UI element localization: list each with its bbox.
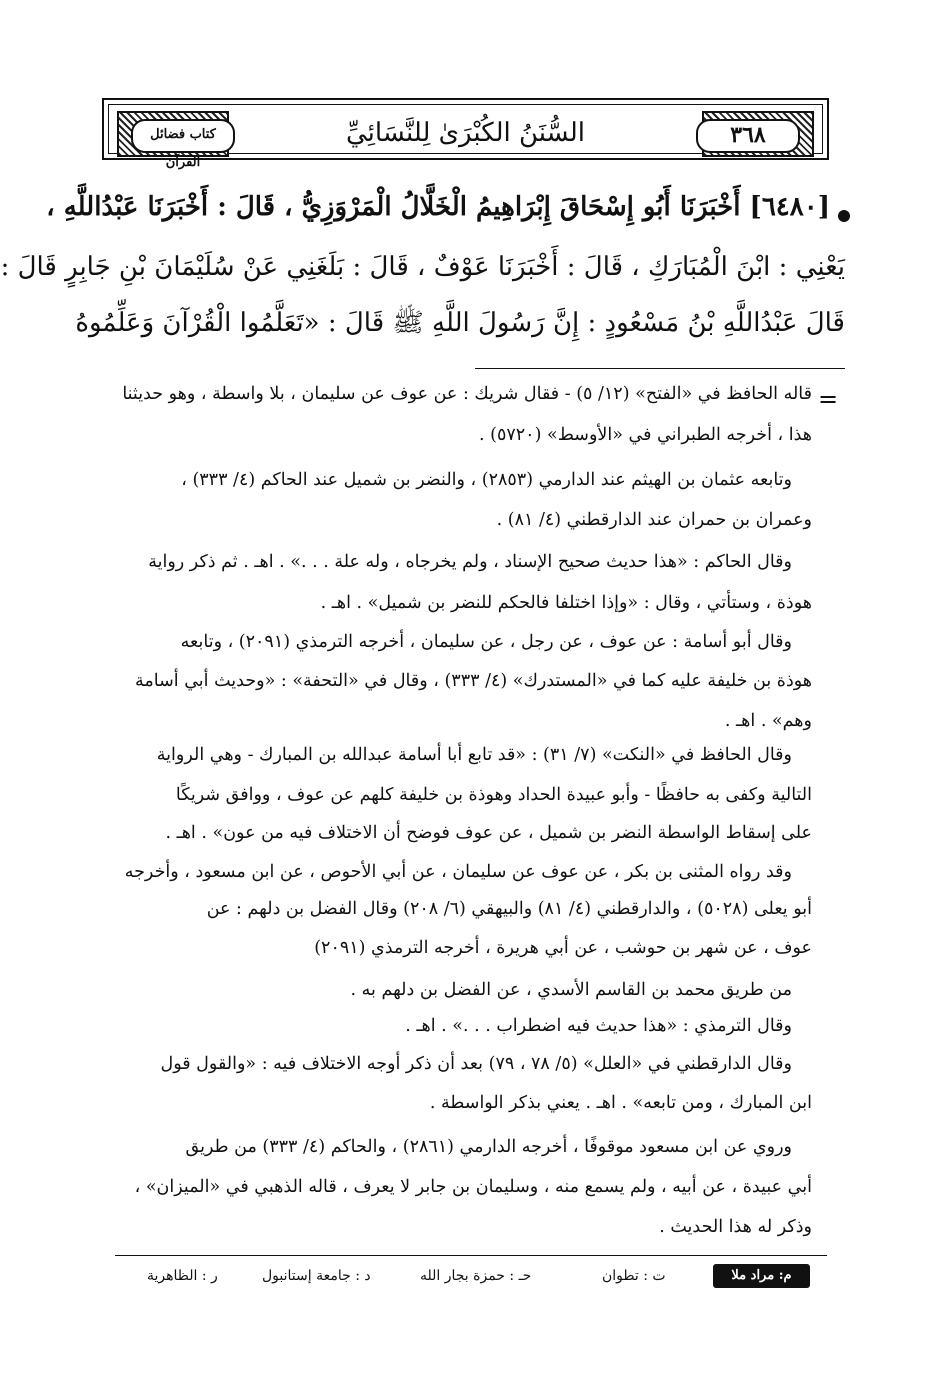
footnote-line: هوذة ، وستأتي ، وقال : «وإذا اختلفا فالحكم للنضر بن شميل» . اهـ . — [320, 593, 812, 613]
footnote-line: وروي عن ابن مسعود موقوفًا ، أخرجه الدارمي (٢٨٦١) ، والحاكم (٤/ ٣٣٣) من طريق — [185, 1137, 792, 1157]
main-text-line-3: قَالَ عَبْدُاللَّهِ بْنُ مَسْعُودٍ : إِنَّ رَسُولَ اللَّهِ ﷺ قَالَ : «تَعَلَّمُوا الْقُرْآنَ وَعَلِّمُوهُ — [75, 308, 845, 338]
footer-manuscript-r: ر : الظاهرية — [147, 1268, 218, 1284]
page-number: ٣٦٨ — [696, 119, 800, 153]
chapter-badge: كتاب فضائل القرآن — [131, 119, 235, 153]
footer-manuscript-d: د : جامعة إستانبول — [262, 1268, 371, 1284]
footnote-line: من طريق محمد بن القاسم الأسدي ، عن الفضل بن دلهم به . — [350, 980, 792, 1000]
footer-manuscript-badge: م: مراد ملا — [713, 1264, 810, 1288]
bullet-icon — [838, 210, 850, 222]
main-text-line-1: [٦٤٨٠] أَخْبَرَنَا أَبُو إِسْحَاقَ إِبْرَاهِيمُ الْخَلَّالُ الْمَرْوَزِيُّ ، قَالَ : أَخْبَرَنَا عَبْدُاللَّهِ ، — [46, 192, 830, 222]
header-ornament-right — [702, 111, 814, 157]
footnote-line: وقال أبو أسامة : عن عوف ، عن رجل ، عن سليمان ، أخرجه الترمذي (٢٠٩١) ، وتابعه — [180, 632, 792, 652]
footnote-line: أبو يعلى (٥٠٢٨) ، والدارقطني (٤/ ٨١) والبيهقي (٦/ ٢٠٨) وقال الفضل بن دلهم : عن — [206, 899, 812, 919]
footnote-line: وقال الدارقطني في «العلل» (٥/ ٧٨ ، ٧٩) بعد أن ذكر أوجه الاختلاف فيه : «والقول قول — [160, 1054, 792, 1074]
footnote-line: ابن المبارك ، ومن تابعه» . اهـ . يعني بذكر الواسطة . — [429, 1093, 812, 1113]
footnote-divider — [475, 368, 845, 369]
footnote-line: وهم» . اهـ . — [724, 711, 812, 731]
footnote-line: وقال الحافظ في «النكت» (٧/ ٣١) : «قد تابع أبا أسامة عبدالله بن المبارك - وهي الرواية — [156, 745, 792, 765]
page-header — [102, 98, 829, 170]
book-title: السُّنَنُ الكُبْرَىٰ لِلنَّسَائِيِّ — [346, 118, 585, 148]
footnote-line: وذكر له هذا الحديث . — [659, 1217, 812, 1237]
footnote-continuation-marker: = — [818, 385, 839, 413]
header-frame — [108, 104, 823, 170]
header-ornament-left — [117, 111, 229, 170]
footnote-line: أبي عبيدة ، عن أبيه ، ولم يسمع منه ، وسليمان بن جابر لا يعرف ، قاله الذهبي في «الميزان» ، — [134, 1177, 812, 1197]
main-text-line-2: يَعْنِي : ابْنَ الْمُبَارَكِ ، قَالَ : أَخْبَرَنَا عَوْفٌ ، قَالَ : بَلَغَنِي عَنْ سُلَيْمَانَ بْنِ جَابِرٍ قَالَ : — [0, 252, 845, 282]
footnote-line: قاله الحافظ في «الفتح» (١٢/ ٥) - فقال شريك : عن عوف عن سليمان ، بلا واسطة ، وهو حديثنا — [122, 384, 812, 404]
footnote-line: على إسقاط الواسطة النضر بن شميل ، عن عوف فوضح أن الاختلاف فيه من عون» . اهـ . — [165, 823, 812, 843]
footer-manuscript-h: حـ : حمزة بجار الله — [420, 1268, 532, 1284]
footer-divider — [115, 1255, 827, 1256]
footnote-line: وتابعه عثمان بن الهيثم عند الدارمي (٢٨٥٣) ، والنضر بن شميل عند الحاكم (٤/ ٣٣٣) ، — [181, 470, 792, 490]
footnote-line: وقال الحاكم : «هذا حديث صحيح الإسناد ، ولم يخرجاه ، وله علة . . .» . اهـ . ثم ذكر رواية — [148, 552, 792, 572]
footnote-line: وقد رواه المثنى بن بكر ، عن عوف عن سليمان ، عن أبي الأحوص ، عن ابن مسعود ، وأخرجه — [124, 862, 792, 882]
footnote-line: وعمران بن حمران عند الدارقطني (٤/ ٨١) . — [496, 510, 812, 530]
footnote-line: هوذة بن خليفة عليه كما في «المستدرك» (٤/ ٣٣٣) ، وقال في «التحفة» : «وحديث أبي أسامة — [135, 671, 812, 691]
footer-manuscript-t: ت : تطوان — [602, 1268, 666, 1284]
footnote-line: عوف ، عن شهر بن حوشب ، عن أبي هريرة ، أخرجه الترمذي (٢٠٩١) — [314, 938, 812, 958]
footnote-line: وقال الترمذي : «هذا حديث فيه اضطراب . . .» . اهـ . — [405, 1016, 792, 1036]
footnote-line: التالية وكفى به حافظًا - وأبو عبيدة الحداد وهوذة بن خليفة كلهم عن عوف ، ووافق شريكًا — [175, 785, 812, 805]
footnote-line: هذا ، أخرجه الطبراني في «الأوسط» (٥٧٢٠) . — [479, 425, 812, 445]
